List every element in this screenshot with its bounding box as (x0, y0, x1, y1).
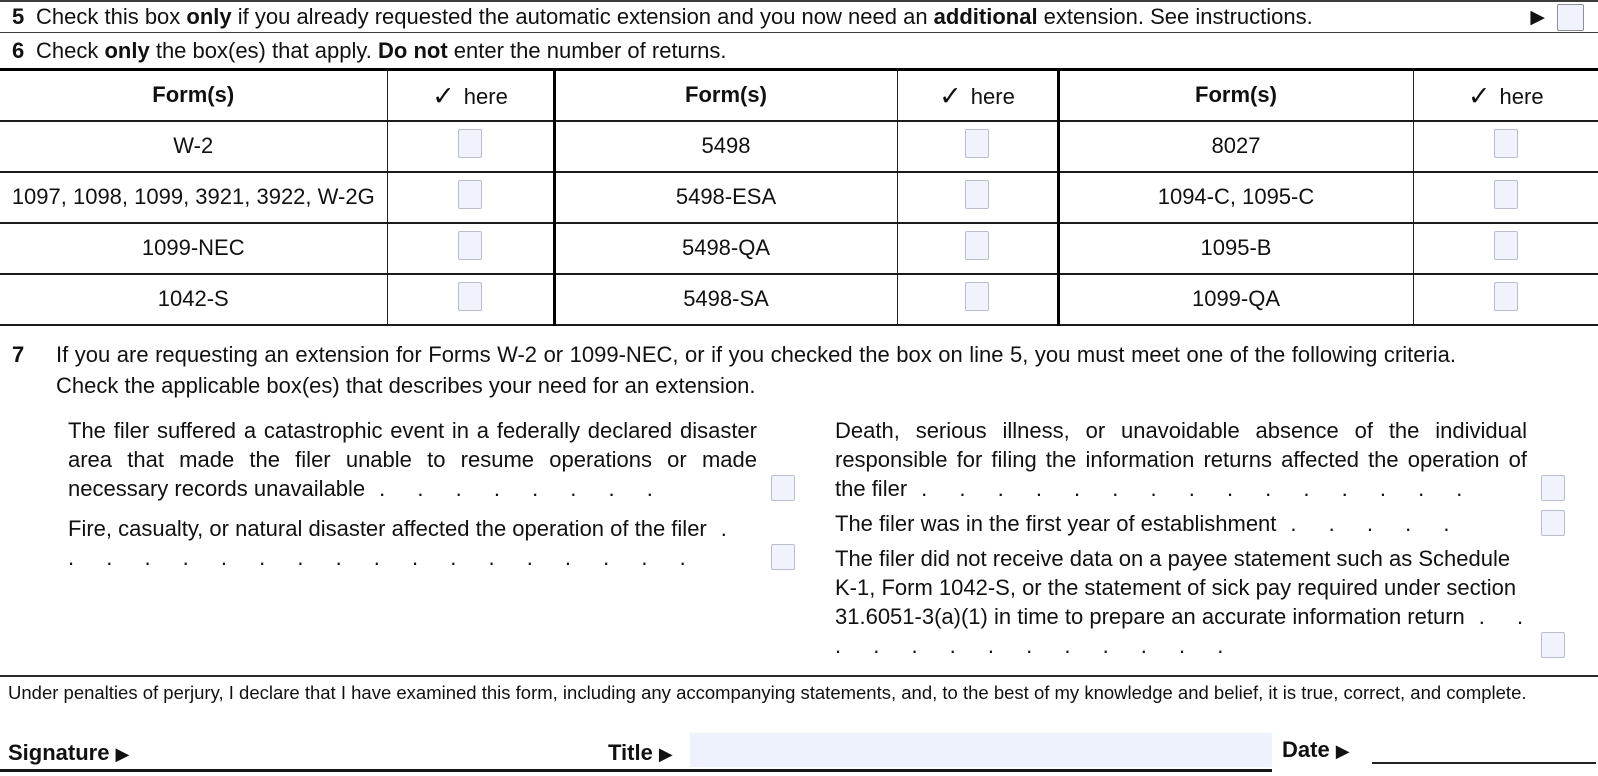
checkbox-5498-sa[interactable] (965, 282, 989, 311)
checkbox-1042-s[interactable] (458, 282, 482, 311)
title-label: Title ▶ (608, 740, 673, 765)
criteria-left-column (68, 416, 795, 666)
form-label-1099-nec: 1099-NEC (0, 223, 387, 274)
dot-leader: . . . . . . . . . . . . . . . (921, 475, 1464, 501)
column-header-forms-3: Form(s) (1058, 70, 1413, 121)
criterion-text: Fire, casualty, or natural disaster affected the operation of the filer (68, 515, 707, 541)
form-label-1097-group: 1097, 1098, 1099, 3921, 3922, W-2G (0, 172, 387, 223)
checkbox-first-year[interactable] (1541, 510, 1565, 536)
criterion-catastrophic-event (68, 416, 795, 503)
signature-label: Signature ▶ (8, 740, 130, 765)
form-label-1094c-1095c: 1094-C, 1095-C (1058, 172, 1413, 223)
dot-leader: . . . . . . . . (379, 475, 654, 501)
table-row (0, 121, 1598, 172)
pointer-arrow-icon: ▶ (658, 744, 673, 764)
checkbox-8027[interactable] (1494, 129, 1518, 158)
checkmark-icon: ✓ (939, 80, 962, 111)
form-label-5498-qa: 5498-QA (554, 223, 897, 274)
checkbox-1099-nec[interactable] (458, 231, 482, 260)
form-label-5498: 5498 (554, 121, 897, 172)
criterion-text: Death, serious illness, or unavoidable absence of the individual responsible for filing the information returns affected the operation of the filer (835, 417, 1527, 501)
checkbox-fire-casualty[interactable] (771, 544, 795, 570)
checkbox-additional-extension[interactable] (1557, 4, 1584, 31)
column-header-forms-1: Form(s) (0, 70, 387, 121)
line-6-row (0, 33, 1598, 68)
column-header-check-1: ✓ here (387, 70, 554, 121)
dot-leader: . . . . . . . . . . . . . . . . . . (68, 515, 728, 570)
signature-line (0, 769, 1272, 772)
form-label-1042-s: 1042-S (0, 274, 387, 325)
date-line (1372, 762, 1596, 764)
checkbox-1094c-1095c[interactable] (1494, 180, 1518, 209)
column-header-check-2: ✓ here (897, 70, 1058, 121)
table-row (0, 223, 1598, 274)
criterion-death-illness-absence (835, 416, 1565, 503)
dot-leader: . . . . . . . . . . . . . (835, 603, 1525, 658)
signature-row (0, 726, 1598, 776)
criterion-text: The filer was in the first year of establishment (835, 510, 1277, 536)
table-row (0, 274, 1598, 325)
dot-leader: . . . . . (1290, 510, 1451, 536)
table-row (0, 172, 1598, 223)
title-input-field[interactable] (690, 733, 1272, 767)
checkbox-death-illness-absence[interactable] (1541, 475, 1565, 501)
checkbox-catastrophic-event[interactable] (771, 475, 795, 501)
date-label: Date ▶ (1282, 737, 1350, 762)
checkbox-1099-qa[interactable] (1494, 282, 1518, 311)
column-header-check-3: ✓ here (1413, 70, 1598, 121)
checkbox-5498-qa[interactable] (965, 231, 989, 260)
checkmark-icon: ✓ (432, 80, 455, 111)
checkbox-1097-group[interactable] (458, 180, 482, 209)
form-label-5498-esa: 5498-ESA (554, 172, 897, 223)
line-5-row (0, 0, 1598, 33)
criteria-section (0, 416, 1598, 666)
line-5-text: Check this box only if you already requested the automatic extension and you now need an additional extension. See instructions. (36, 4, 1313, 29)
column-header-forms-2: Form(s) (554, 70, 897, 121)
checkmark-icon: ✓ (1467, 80, 1491, 111)
pointer-arrow-icon: ▶ (1530, 6, 1545, 28)
criterion-text: The filer did not receive data on a payee statement such as Schedule K-1, Form 1042-S, or the statement of sick pay required under section 31.6051-3(a)(1) in time to prepare an accurate information return (835, 545, 1517, 629)
pointer-arrow-icon: ▶ (1335, 741, 1350, 761)
form-label-1095-b: 1095-B (1058, 223, 1413, 274)
checkbox-1095-b[interactable] (1494, 231, 1518, 260)
criteria-right-column (835, 416, 1565, 666)
checkbox-no-payee-data[interactable] (1541, 632, 1565, 658)
line-6-number: 6 (12, 37, 25, 63)
checkbox-w2[interactable] (458, 129, 482, 158)
line-6-text: Check only the box(es) that apply. Do not enter the number of returns. (36, 37, 727, 63)
criterion-fire-casualty (68, 514, 795, 572)
criterion-no-payee-data (835, 544, 1565, 660)
line-7-text: If you are requesting an extension for Forms W-2 or 1099-NEC, or if you checked the box on line 5, you must meet one of the following criteria. Check the applicable box(es) that describes your need for an extension. (56, 341, 1456, 398)
perjury-declaration: Under penalties of perjury, I declare that I have examined this form, including any accompanying statements, and, to the best of my knowledge and belief, it is true, correct, and complete. (8, 681, 1527, 703)
pointer-arrow-icon: ▶ (115, 744, 130, 764)
criterion-text: The filer suffered a catastrophic event in a federally declared disaster area that made the filer unable to resume operations or made necessary records unavailable (68, 417, 757, 501)
criterion-first-year (835, 509, 1565, 538)
form-label-8027: 8027 (1058, 121, 1413, 172)
checkbox-5498-esa[interactable] (965, 180, 989, 209)
form-label-1099-qa: 1099-QA (1058, 274, 1413, 325)
forms-table-header-row (0, 70, 1598, 121)
form-label-w2: W-2 (0, 121, 387, 172)
line-7-number: 7 (12, 341, 25, 367)
form-label-5498-sa: 5498-SA (554, 274, 897, 325)
forms-table (0, 68, 1598, 326)
checkbox-5498[interactable] (965, 129, 989, 158)
line-7-row (0, 339, 1598, 401)
line-5-number: 5 (12, 4, 25, 29)
